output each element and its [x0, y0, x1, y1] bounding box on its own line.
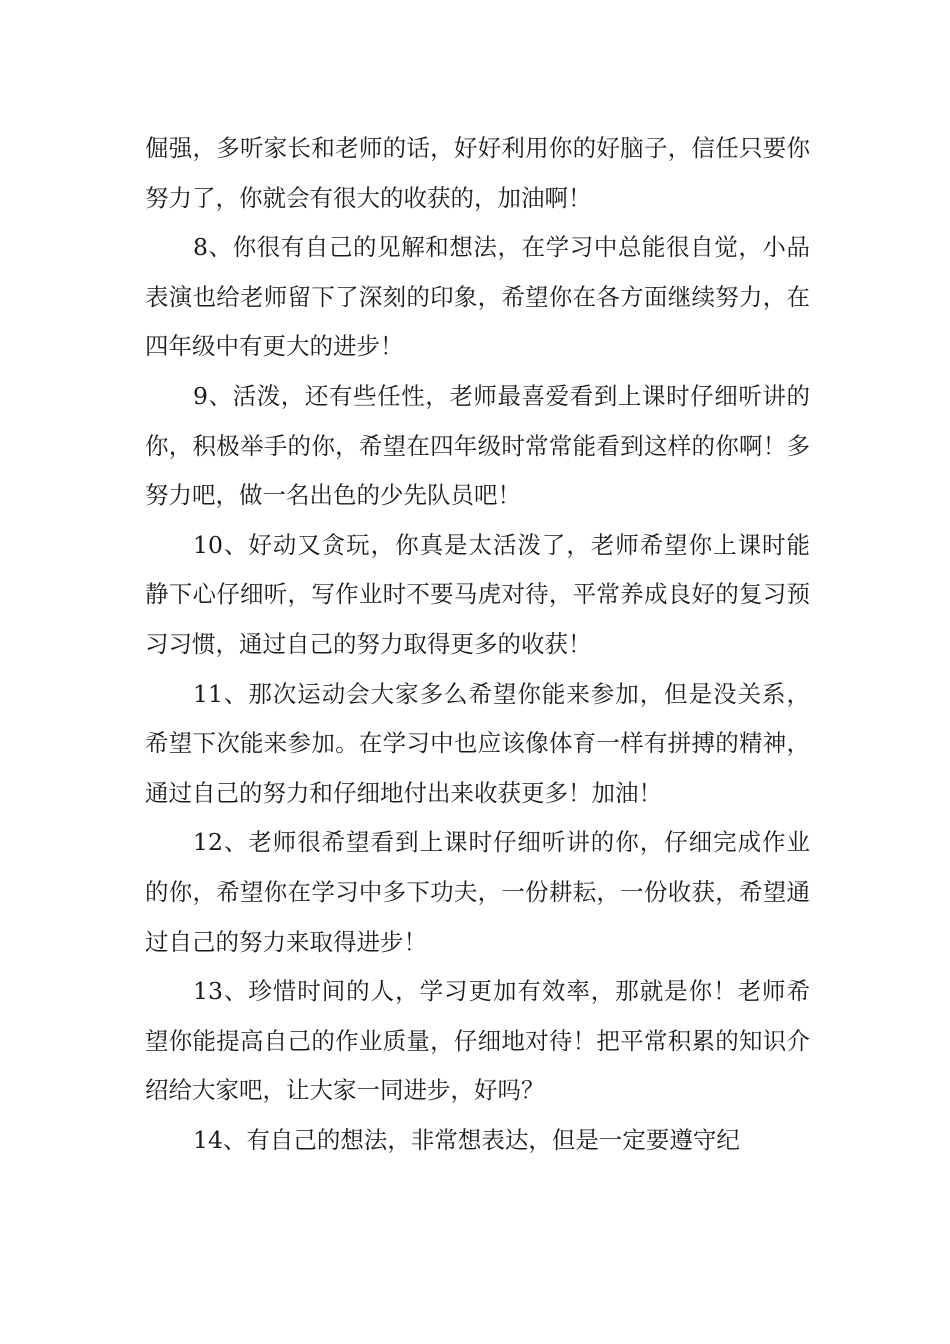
document-body [145, 124, 810, 1165]
paragraph-comment-9: 9、活泼，还有些任性，老师最喜爱看到上课时仔细听讲的你，积极举手的你，希望在四年级时常常能看到这样的你啊！多努力吧，做一名出色的少先队员吧！ [145, 381, 810, 510]
paragraph-comment-8: 8、你很有自己的见解和想法，在学习中总能很自觉，小品表演也给老师留下了深刻的印象，希望你在各方面继续努力，在四年级中有更大的进步！ [145, 233, 810, 361]
paragraph-comment-14: 14、有自己的想法，非常想表达，但是一定要遵守纪 [193, 1125, 740, 1154]
paragraph-comment-12: 12、老师很希望看到上课时仔细听讲的你，仔细完成作业的你，希望你在学习中多下功夫，一份耕耘，一份收获，希望通过自己的努力来取得进步！ [145, 828, 810, 956]
paragraph-comment-10: 10、好动又贪玩，你真是太活泼了，老师希望你上课时能静下心仔细听，写作业时不要马虎对待，平常养成良好的复习预习习惯，通过自己的努力取得更多的收获！ [145, 530, 810, 658]
paragraph-comment-13: 13、珍惜时间的人，学习更加有效率，那就是你！老师希望你能提高自己的作业质量，仔细地对待！把平常积累的知识介绍给大家吧，让大家一同进步，好吗？ [145, 977, 810, 1105]
paragraph-comment-11: 11、那次运动会大家多么希望你能来参加，但是没关系，希望下次能来参加。在学习中也应该像体育一样有拼搏的精神，通过自己的努力和仔细地付出来收获更多！加油！ [145, 679, 810, 807]
paragraph-continuation: 倔强，多听家长和老师的话，好好利用你的好脑子，信任只要你努力了，你就会有很大的收获的，加油啊！ [145, 134, 810, 212]
